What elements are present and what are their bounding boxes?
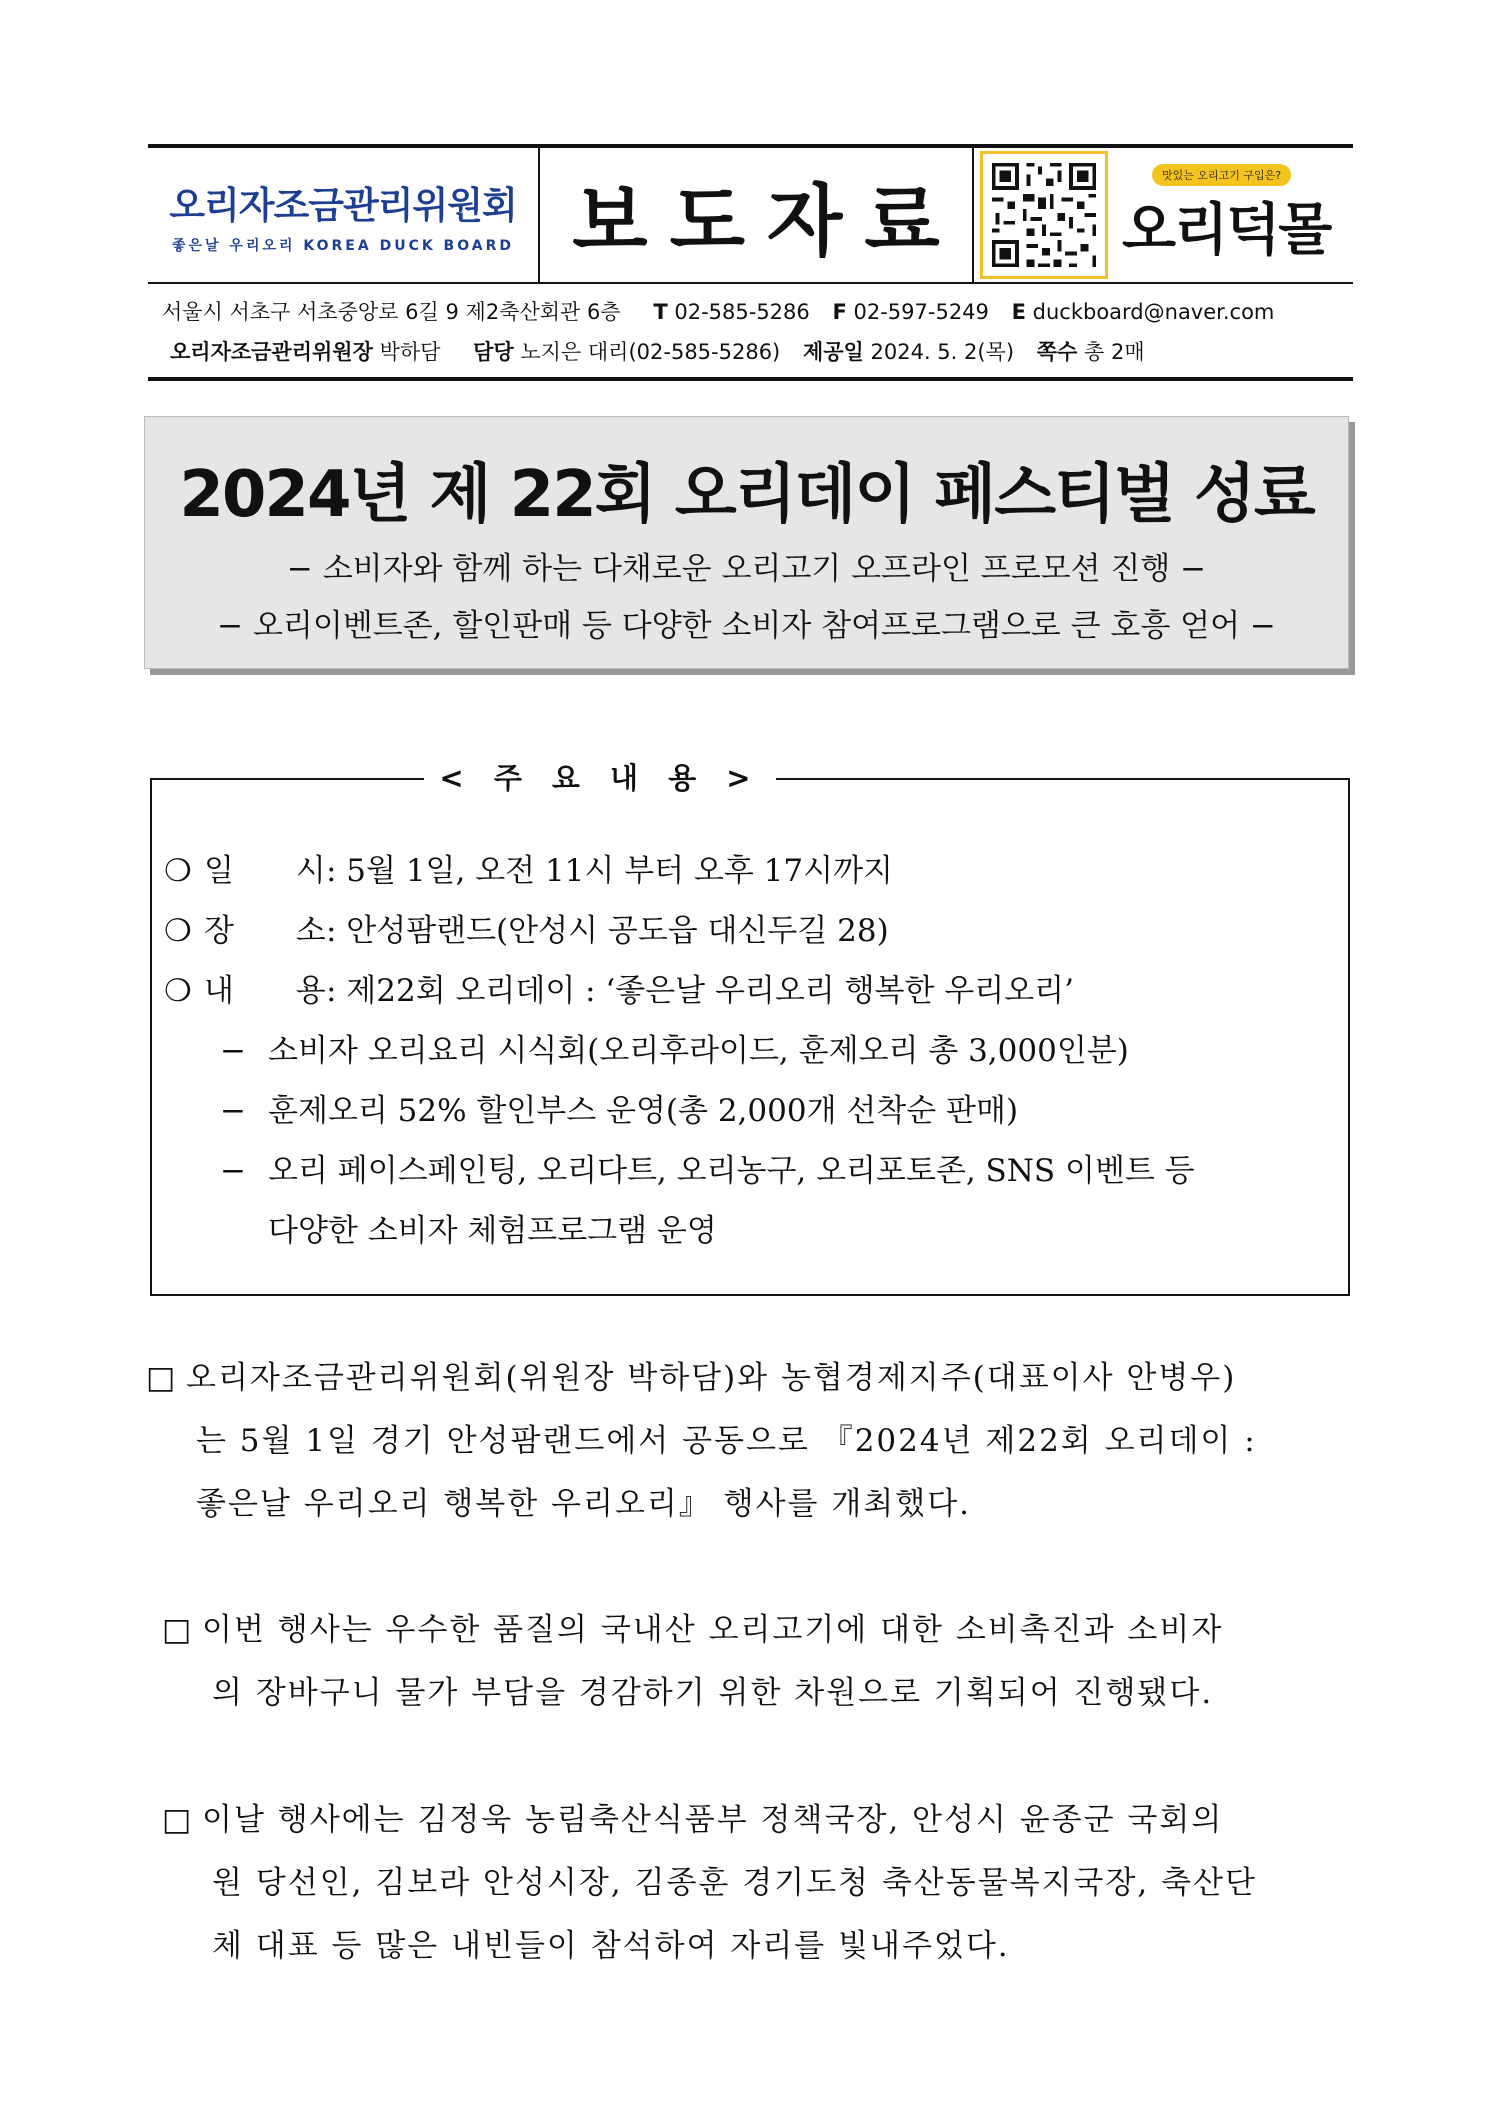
main-title: 2024년 제 22회 오리데이 페스티벌 성료 [179, 458, 1314, 532]
chair-name: 박하담 [379, 340, 441, 364]
sub-item-text: 훈제오리 52% 할인부스 운영(총 2,000개 선착순 판매) [268, 1093, 1019, 1129]
chair-label: 오리자조금관리위원장 [170, 340, 373, 364]
org-logo [148, 148, 540, 282]
tel-label: T [653, 300, 668, 324]
contact-line-1 [162, 296, 1352, 326]
mall-logo [1122, 164, 1330, 266]
paragraph-3 [162, 1794, 1257, 1983]
pages-label: 쪽수 [1036, 340, 1078, 364]
circle-bullet-icon: ❍ [164, 913, 192, 949]
date-label: 제공일 [802, 340, 864, 364]
paragraph-line: 체 대표 등 많은 내빈들이 참석하여 자리를 빛내주었다. [212, 1928, 1010, 1964]
dash-bullet-icon: − [220, 1093, 246, 1129]
summary-item [164, 905, 1344, 965]
contact-line-2 [170, 336, 1360, 366]
press-release-label-cell [540, 148, 974, 282]
square-bullet-icon: □ [162, 1612, 194, 1648]
manager: 노지은 대리(02-585-5286) [520, 340, 781, 364]
header-box [148, 144, 1353, 284]
summary-heading: < 주 요 내 용 > [424, 756, 776, 800]
paragraph-line: 는 5월 1일 경기 안성팜랜드에서 공동으로 『2024년 제22회 오리데이 : [196, 1423, 1257, 1459]
paragraph-1 [146, 1352, 1257, 1541]
email-link[interactable]: duckboard@naver.com [1032, 300, 1275, 324]
item-label: 장 소 [204, 913, 352, 949]
sub-item-text: 소비자 오리요리 시식회(오리후라이드, 훈제오리 총 3,000인분) [268, 1033, 1129, 1069]
pages: 총 2매 [1084, 340, 1145, 364]
manager-label: 담당 [473, 340, 514, 364]
item-value: : 5월 1일, 오전 11시 부터 오후 17시까지 [326, 853, 893, 889]
mall-tagline: 맛있는 오리고기 구입은? [1152, 164, 1291, 186]
summary-item [164, 965, 1344, 1025]
item-value: : 제22회 오리데이 : ‘좋은날 우리오리 행복한 우리오리’ [326, 973, 1074, 1009]
paragraph-line: 원 당선인, 김보라 안성시장, 김종훈 경기도청 축산동물복지국장, 축산단 [212, 1865, 1257, 1901]
tel: 02-585-5286 [674, 300, 810, 324]
email-label: E [1011, 300, 1026, 324]
dash-bullet-icon: − [220, 1033, 246, 1069]
press-release-title: 보도자료 [572, 177, 962, 267]
paragraph-2 [162, 1604, 1223, 1730]
divider [148, 377, 1353, 381]
item-label: 일 시 [204, 853, 352, 889]
summary-sub-item [164, 1145, 1344, 1205]
date: 2024. 5. 2(목) [870, 340, 1015, 364]
circle-bullet-icon: ❍ [164, 853, 192, 889]
org-subtitle: 좋은날 우리오리 KOREA DUCK BOARD [171, 238, 514, 254]
summary-sub-item [164, 1025, 1344, 1085]
title-box [144, 416, 1349, 669]
paragraph-line: 이번 행사는 우수한 품질의 국내산 오리고기에 대한 소비촉진과 소비자 [202, 1612, 1224, 1648]
paragraph-line: 이날 행사에는 김정욱 농림축산식품부 정책국장, 안성시 윤종군 국회의 [202, 1802, 1224, 1838]
square-bullet-icon: □ [146, 1360, 178, 1396]
org-name: 오리자조금관리위원회 [169, 184, 517, 227]
item-label: 내 용 [204, 973, 352, 1009]
summary-content [164, 845, 1344, 1265]
square-bullet-icon: □ [162, 1802, 194, 1838]
summary-item [164, 845, 1344, 905]
mall-banner [974, 148, 1353, 282]
sub-item-text: 오리 페이스페인팅, 오리다트, 오리농구, 오리포토존, SNS 이벤트 등 [268, 1153, 1195, 1189]
mall-name: 오리덕몰 [1122, 198, 1331, 263]
subtitle-2: − 오리이벤트존, 할인판매 등 다양한 소비자 참여프로그램으로 큰 호흥 얻어 − [217, 608, 1276, 644]
paragraph-line: 의 장바구니 물가 부담을 경감하기 위한 차원으로 기획되어 진행됐다. [212, 1675, 1214, 1711]
address: 서울시 서초구 서초중앙로 6길 9 제2축산회관 6층 [162, 300, 621, 324]
paragraph-line: 좋은날 우리오리 행복한 우리오리』 행사를 개최했다. [196, 1486, 971, 1522]
fax-label: F [832, 300, 847, 324]
circle-bullet-icon: ❍ [164, 973, 192, 1009]
sub-item-continuation: 다양한 소비자 체험프로그램 운영 [268, 1213, 717, 1249]
paragraph-line: 오리자조금관리위원회(위원장 박하담)와 농협경제지주(대표이사 안병우) [186, 1360, 1237, 1396]
fax: 02-597-5249 [853, 300, 989, 324]
item-value: : 안성팜랜드(안성시 공도읍 대신두길 28) [326, 913, 889, 949]
qr-code-icon[interactable] [980, 151, 1108, 279]
summary-sub-item [164, 1085, 1344, 1145]
subtitle-1: − 소비자와 함께 하는 다채로운 오리고기 오프라인 프로모션 진행 − [286, 551, 1207, 587]
dash-bullet-icon: − [220, 1153, 246, 1189]
